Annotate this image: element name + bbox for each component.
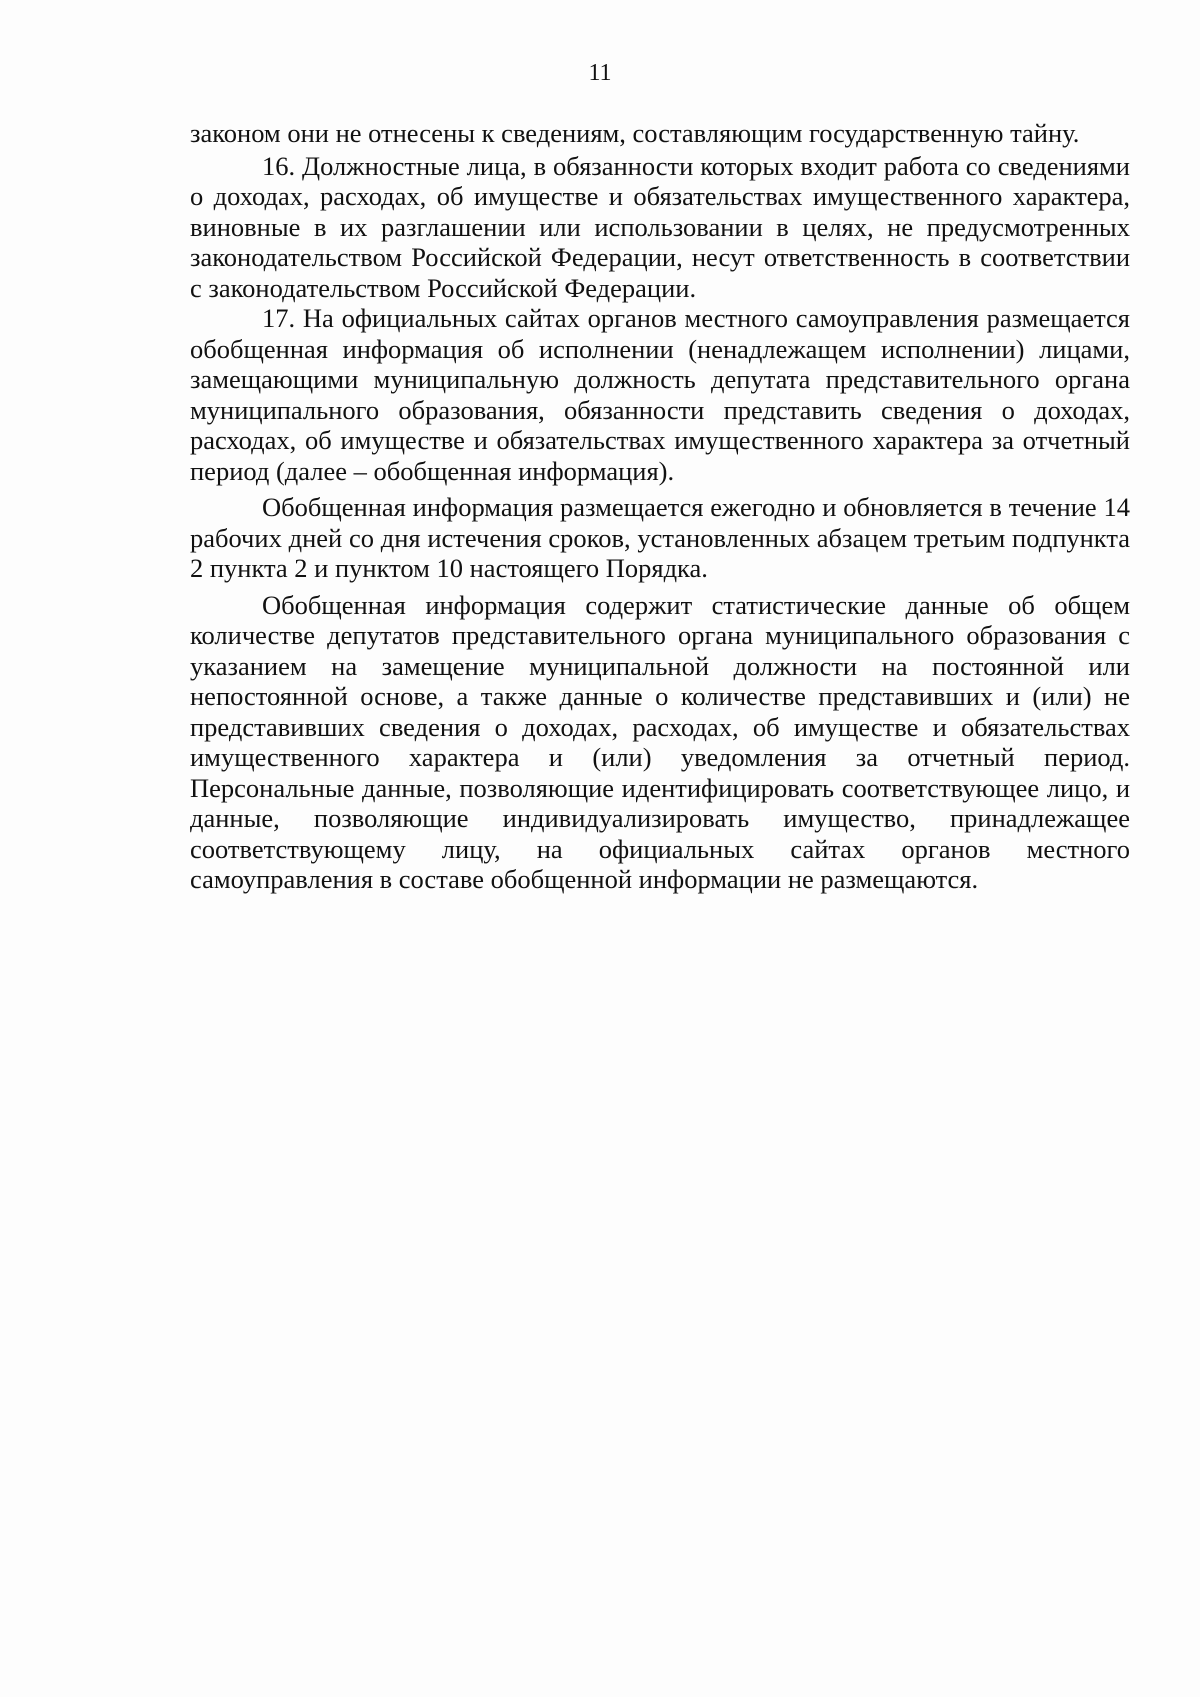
paragraph-item-16: 16. Должностные лица, в обязанности которых входит работа со сведениями о доходах, расходах, об имуществе и обязательствах имущественного характера, виновные в их разглашении или использовании в целях, не предусмотренных законодательством Российской Федерации, несут ответственность в соответствии с законодательством Российской Федерации.	[190, 150, 1130, 303]
document-body	[190, 118, 1130, 895]
page-number: 11	[588, 60, 612, 86]
paragraph-update-schedule: Обобщенная информация размещается ежегодно и обновляется в течение 14 рабочих дней со дня истечения сроков, установленных абзацем третьим подпункта 2 пункта 2 и пунктом 10 настоящего Порядка.	[190, 492, 1130, 583]
paragraph-information-content: Обобщенная информация содержит статистические данные об общем количестве депутатов представительного органа муниципального образования с указанием на замещение муниципальной должности на постоянной или непостоянной основе, а также данные о количестве представивших и (или) не представивших сведения о доходах, расходах, об имуществе и обязательствах имущественного характера и (или) уведомления за отчетный период. Персональные данные, позволяющие идентифицировать соответствующее лицо, и данные, позволяющие индивидуализировать имущество, принадлежащее соответствующему лицу, на официальных сайтах органов местного самоуправления в составе обобщенной информации не размещаются.	[190, 589, 1130, 894]
paragraph-continuation: законом они не отнесены к сведениям, составляющим государственную тайну.	[190, 118, 1080, 148]
paragraph-item-17: 17. На официальных сайтах органов местного самоуправления размещается обобщенная информация об исполнении (ненадлежащем исполнении) лицами, замещающими муниципальную должность депутата представительного органа муниципального образования, обязанности представить сведения о доходах, расходах, об имуществе и обязательствах имущественного характера за отчетный период (далее – обобщенная информация).	[190, 303, 1130, 486]
